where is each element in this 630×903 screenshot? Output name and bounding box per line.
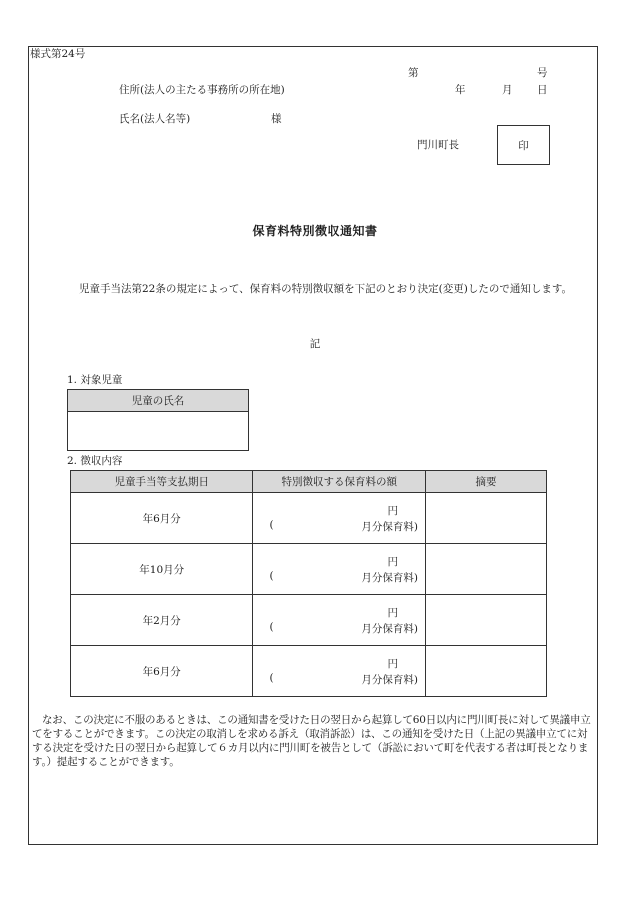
yen-label: 円 [387,607,398,619]
page-title: 保育料特別徴収通知書 [252,224,378,238]
row-note [425,493,546,544]
section2-heading: 2. 徴収内容 [67,455,123,467]
row-amount [253,493,426,544]
issuer: 門川町長 [417,139,459,151]
row-date: 年10月分 [71,544,253,595]
row-amount [253,646,426,697]
row-amount [253,595,426,646]
child-name-header: 児童の氏名 [68,390,249,412]
child-name-cell [68,412,249,451]
paren-open: ( [269,519,274,531]
seal-box [497,125,550,165]
row-date: 年6月分 [71,646,253,697]
col-header-date: 児童手当等支払期日 [71,471,253,493]
month-note: 月分保育料) [361,623,418,635]
month-note: 月分保育料) [361,572,418,584]
table-row [71,595,547,646]
row-date: 年2月分 [71,595,253,646]
yen-label: 円 [387,505,398,517]
yen-label: 円 [387,556,398,568]
month-note: 月分保育料) [361,674,418,686]
paren-open: ( [269,672,274,684]
row-note [425,646,546,697]
row-note [425,544,546,595]
row-date: 年6月分 [71,493,253,544]
address-label: 住所(法人の主たる事務所の所在地) [119,84,285,96]
table-row [71,544,547,595]
row-amount [253,544,426,595]
appeal-notice: なお、この決定に不服のあるときは、この通知書を受けた日の翌日から起算して60日以内に門川町長に対して異議申立てをすることができます。この決定の取消しを求める訴え（取消訴訟）は、この通知を受けた日（上記の異議申立てに対する決定を受けた日の翌日から起算して６カ月以内に門川町を被告として（訴訟において町を代表する者は町長となります。）提起することができます。 [32,714,591,768]
yen-label: 円 [387,658,398,670]
ki-mark: 記 [309,338,321,350]
collection-table [70,470,547,697]
table-row [71,646,547,697]
table-row [71,493,547,544]
col-header-note: 摘要 [425,471,546,493]
date-month: 月 [502,84,513,96]
body-text: 児童手当法第22条の規定によって、保育料の特別徴収額を下記のとおり決定(変更)したので通知します。 [79,283,573,295]
section1-heading: 1. 対象児童 [67,374,123,386]
form-number: 様式第24号 [30,48,86,60]
name-label: 氏名(法人名等) [119,113,191,125]
seal-label: 印 [518,139,529,152]
month-note: 月分保育料) [361,521,418,533]
honorific: 様 [271,113,282,125]
doc-number-prefix: 第 [408,67,419,79]
date-day: 日 [537,84,548,96]
paren-open: ( [269,621,274,633]
date-year: 年 [455,84,466,96]
paren-open: ( [269,570,274,582]
col-header-amount: 特別徴収する保育料の額 [253,471,426,493]
row-note [425,595,546,646]
doc-number-suffix: 号 [537,67,548,79]
child-table [67,389,249,451]
